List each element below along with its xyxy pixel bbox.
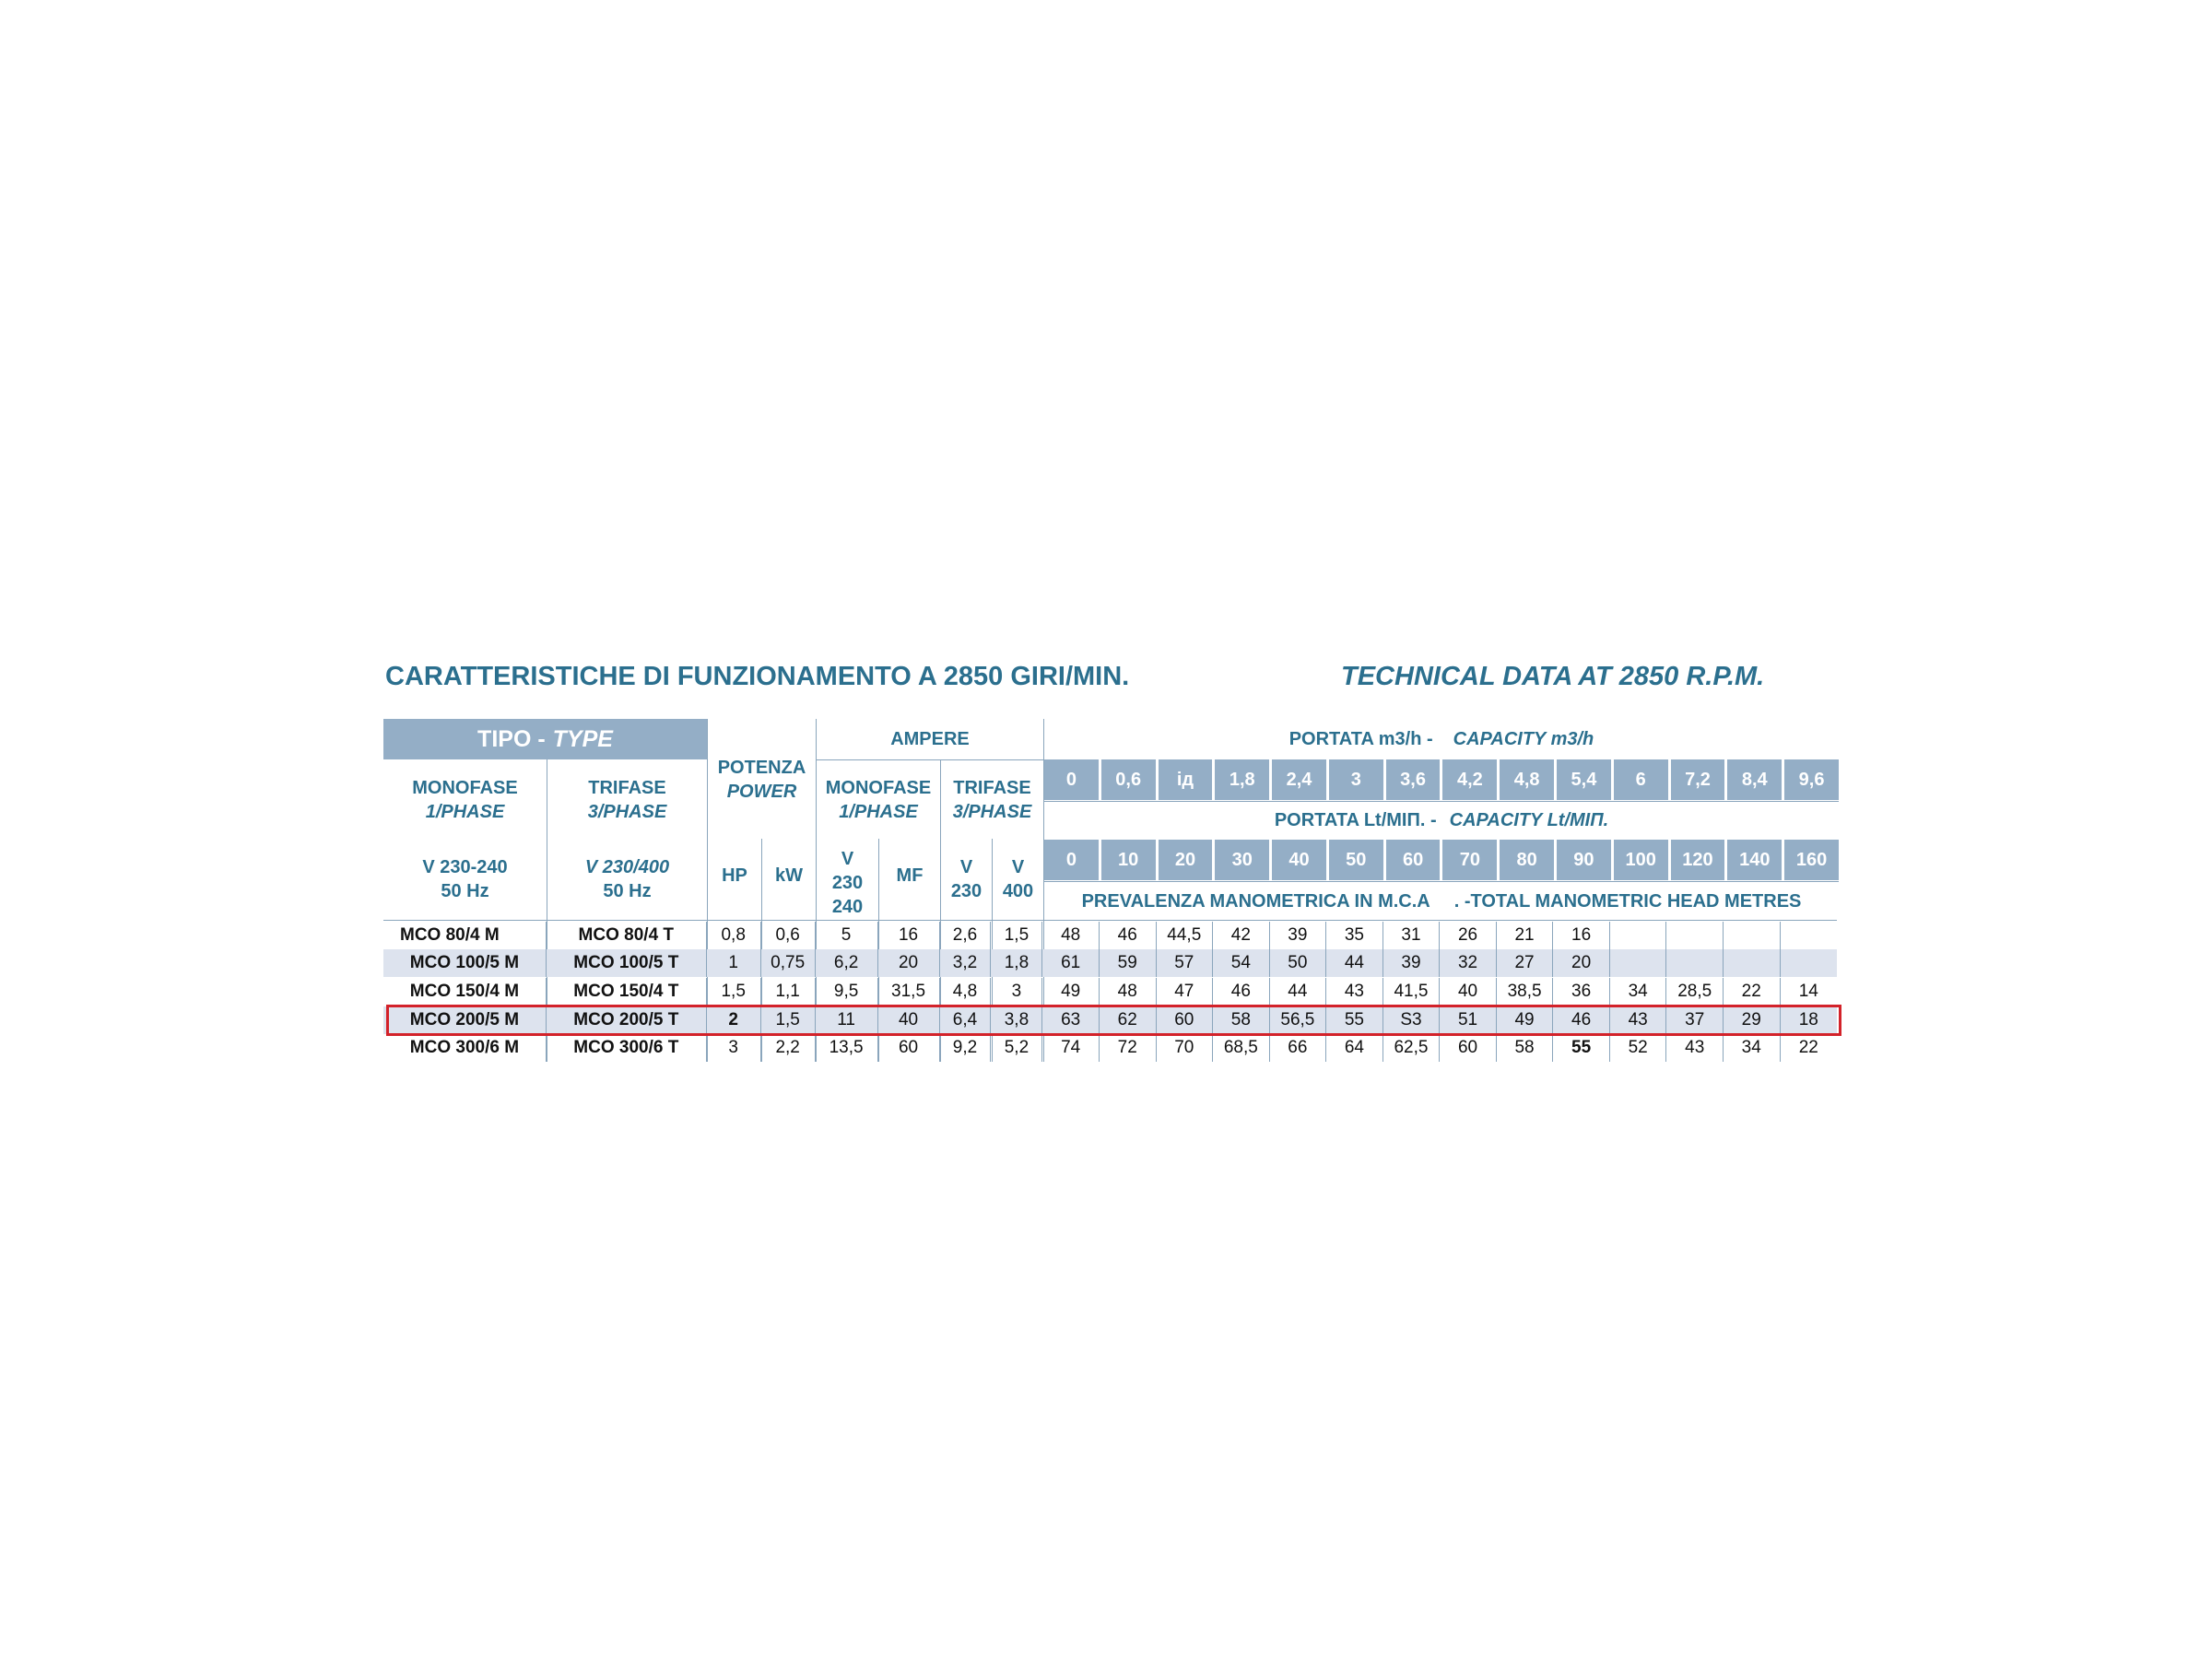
capacity-m3h-header [1044,723,1839,756]
head-cell: 34 [1610,978,1667,1006]
cap-lt-cell: 10 [1101,840,1156,880]
amp-mono-cell: 13,5 [816,1034,878,1062]
head-cell: 29 [1724,1006,1781,1034]
v400-label: 400 [1002,881,1034,901]
amp-tri-label: TRIFASE [953,778,1031,798]
head-cell: 62 [1100,1006,1157,1034]
head-cell: 39 [1270,922,1327,949]
amp-230-cell: 6,4 [940,1006,992,1034]
head-cell: 50 [1270,949,1327,977]
power-label: POWER [726,782,797,802]
kw-cell: 1,5 [761,1006,816,1034]
amp-400-cell: 5,2 [991,1034,1042,1062]
head-cell: 26 [1440,922,1497,949]
mf-label: MF [896,865,924,886]
capacity-m3h-label: CAPACITY m3/h [1453,729,1594,749]
head-cell: 64 [1326,1034,1383,1062]
head-cell: 74 [1042,1034,1100,1062]
amp-230-cell: 9,2 [940,1034,992,1062]
model-tri: MCO 150/4 T [547,978,707,1006]
cap-m3h-cell: 3,6 [1386,759,1441,800]
cap-m3h-cell: 2,4 [1272,759,1326,800]
monofase-label: MONOFASE [412,778,518,798]
head-cell: 22 [1798,1038,1818,1057]
v230-3ph-label: 230 [950,881,982,901]
head-cell [1724,922,1781,949]
head-cell: 56,5 [1270,1006,1327,1034]
head-cell [1781,922,1838,949]
head-cell: 62,5 [1383,1034,1441,1062]
head-cell: 46 [1100,922,1157,949]
model-mono: MCO 100/5 M [383,949,547,977]
head-cell: 14 [1798,982,1818,1001]
head-cell: 46 [1213,978,1270,1006]
head-cell: 43 [1326,978,1383,1006]
head-cell: 72 [1100,1034,1157,1062]
kw-cell: 2,2 [761,1034,816,1062]
cap-lt-cell: 50 [1329,840,1383,880]
model-tri: MCO 80/4 T [547,922,707,949]
head-cell [1666,922,1724,949]
head-cell: 44 [1270,978,1327,1006]
model-mono: MCO 150/4 M [383,978,547,1006]
head-cell: 55 [1326,1006,1383,1034]
capacity-lt-label: CAPACITY Lt/MIП. [1449,810,1609,830]
amp-mono-cell: 6,2 [816,949,878,977]
amp-mono-cell: 11 [816,1006,878,1034]
mf-cell: 60 [878,1034,940,1062]
title-english: TECHNICAL DATA AT 2850 R.P.M. [1341,662,1765,691]
v240-label: 240 [831,897,864,917]
head-cell: 48 [1042,922,1100,949]
ampere-label: AMPERE [890,729,970,749]
amp-mono-phase-label: 1/PHASE [839,802,918,822]
head-cell: 70 [1157,1034,1214,1062]
hp-label: HP [722,865,747,886]
cap-m3h-cell: 7,2 [1671,759,1725,800]
tipo-label: TIPO - [477,725,546,752]
cap-lt-cell: 140 [1727,840,1782,880]
head-cell: 28,5 [1666,978,1724,1006]
capacity-m3h-bar [1044,759,1839,800]
head-cell: 35 [1326,922,1383,949]
head-cell: 51 [1440,1006,1497,1034]
v400-header [993,855,1043,903]
head-cell: 59 [1100,949,1157,977]
title-italian: CARATTERISTICHE DI FUNZIONAMENTO A 2850 GIRI/MIN. [385,662,1130,691]
head-cell: 32 [1440,949,1497,977]
hp-cell: 2 [707,1006,761,1034]
v-label-1: V [841,849,854,869]
cap-m3h-cell: 0,6 [1101,759,1156,800]
capacity-lt-bar [1044,840,1839,880]
hp-cell: 0,8 [707,922,761,949]
head-cell: 36 [1553,978,1610,1006]
cap-lt-cell: 160 [1784,840,1839,880]
monofase-voltage [383,855,547,903]
head-cell: 49 [1042,978,1100,1006]
model-tri: MCO 100/5 T [547,949,707,977]
cap-m3h-cell: 4,8 [1500,759,1554,800]
cap-lt-cell: 0 [1044,840,1099,880]
head-cell: 38,5 [1497,978,1554,1006]
cap-m3h-rule [1044,801,1839,802]
table-row [383,978,1837,1006]
head-cell: 68,5 [1213,1034,1270,1062]
head-cell: 39 [1383,949,1441,977]
cap-lt-cell: 90 [1557,840,1611,880]
total-head-header [1044,885,1839,918]
header-bottom-rule [383,920,1837,921]
v-label-2: V [959,857,973,877]
ampere-mono-header [817,776,940,824]
mf-cell: 31,5 [878,978,940,1006]
head-cell: 40 [1440,978,1497,1006]
head-cell: 34 [1724,1034,1781,1062]
ampere-rule [817,759,1043,760]
head-cell: 37 [1666,1006,1724,1034]
portata-lt-label: PORTATA Lt/MIП. - [1274,810,1437,830]
phase1-label: 1/PHASE [425,802,505,822]
head-cell: 27 [1497,949,1554,977]
head-cell: 43 [1610,1006,1667,1034]
head-cell [1781,949,1838,977]
head-cell: S3 [1383,1006,1441,1034]
cap-lt-cell: 120 [1671,840,1725,880]
hp-cell: 1,5 [707,978,761,1006]
head-cell: 44 [1326,949,1383,977]
model-tri: MCO 200/5 T [547,1006,707,1034]
amp-400-cell: 1,5 [991,922,1042,949]
cap-m3h-cell: 9,6 [1784,759,1839,800]
power-header [708,754,816,806]
head-cell: 18 [1798,1010,1818,1030]
ampere-header [817,723,1043,756]
head-cell [1610,949,1667,977]
cap-lt-cell: 100 [1614,840,1668,880]
mono-voltage-label: V 230-240 [422,857,508,877]
cap-lt-cell: 30 [1215,840,1269,880]
cap-m3h-cell: 6 [1614,759,1668,800]
model-mono: MCO 200/5 M [383,1006,547,1034]
head-cell [1666,949,1724,977]
head-cell: 49 [1497,1006,1554,1034]
kw-header [762,857,816,894]
hp-cell: 3 [707,1034,761,1062]
cap-m3h-cell: 1,8 [1215,759,1269,800]
amp-400-cell: 1,8 [991,949,1042,977]
cap-m3h-cell: 4,2 [1442,759,1497,800]
cap-m3h-cell: 5,4 [1557,759,1611,800]
model-mono: MCO 300/6 M [383,1034,547,1062]
amp-tri-phase-label: 3/PHASE [952,802,1032,822]
mono-hz-label: 50 Hz [441,881,489,901]
amp-230-cell: 4,8 [940,978,992,1006]
table-row [383,922,1837,949]
head-cell: 20 [1553,949,1610,977]
kw-label: kW [775,865,803,886]
head-cell: 42 [1213,922,1270,949]
type-label: TYPE [552,725,613,752]
cap-lt-cell: 70 [1442,840,1497,880]
cap-lt-cell: 60 [1386,840,1441,880]
head-cell: 52 [1610,1034,1667,1062]
mf-cell: 20 [878,949,940,977]
mf-cell: 40 [878,1006,940,1034]
kw-cell: 1,1 [761,978,816,1006]
potenza-label: POTENZA [717,758,806,778]
table-row [383,949,1837,977]
head-cell: 60 [1157,1006,1214,1034]
head-cell: 54 [1213,949,1270,977]
head-cell: 43 [1666,1034,1724,1062]
head-cell: 47 [1157,978,1214,1006]
trifase-label: TRIFASE [588,778,666,798]
tri-voltage-label: V 230/400 [584,857,670,877]
hp-header [708,857,761,894]
capacity-lt-header [1044,804,1839,837]
cap-m3h-cell: ід [1159,759,1213,800]
total-head-label: . -TOTAL MANOMETRIC HEAD METRES [1453,891,1802,912]
amp-mono-cell: 9,5 [816,978,878,1006]
amp-400-cell: 3 [991,978,1042,1006]
head-cell: 55 [1553,1034,1610,1062]
head-cell: 58 [1497,1034,1554,1062]
v-label-3: V [1011,857,1025,877]
cap-m3h-cell: 3 [1329,759,1383,800]
mf-header [879,857,940,894]
kw-cell: 0,75 [761,949,816,977]
head-cell: 63 [1042,1006,1100,1034]
head-cell: 21 [1497,922,1554,949]
table-row [383,1034,1837,1062]
head-cell: 44,5 [1157,922,1214,949]
highlight-box [386,1005,1841,1036]
head-cell: 57 [1157,949,1214,977]
type-header [383,719,707,759]
amp-mono-label: MONOFASE [825,778,932,798]
head-cell: 60 [1440,1034,1497,1062]
cap-lt-cell: 20 [1159,840,1213,880]
head-cell [1724,949,1781,977]
cap-lt-cell: 80 [1500,840,1554,880]
head-cell: 46 [1553,1006,1610,1034]
amp-230-cell: 3,2 [940,949,992,977]
hp-cell: 1 [707,949,761,977]
kw-cell: 0,6 [761,922,816,949]
head-cell [1610,922,1667,949]
monofase-header [383,776,547,824]
model-tri: MCO 300/6 T [547,1034,707,1062]
trifase-voltage [547,855,707,903]
v230-240-header [817,846,878,920]
head-cell: 31 [1383,922,1441,949]
head-cell: 22 [1724,978,1781,1006]
head-cell: 58 [1213,1006,1270,1034]
trifase-header [547,776,707,824]
head-cell: 16 [1553,922,1610,949]
head-cell: 48 [1100,978,1157,1006]
cap-m3h-cell: 0 [1044,759,1099,800]
cap-lt-cell: 40 [1272,840,1326,880]
tri-hz-label: 50 Hz [603,881,652,901]
v230-label: 230 [831,873,864,893]
ampere-tri-header [941,776,1043,824]
phase3-label: 3/PHASE [587,802,667,822]
cap-m3h-cell: 8,4 [1727,759,1782,800]
head-cell: 66 [1270,1034,1327,1062]
amp-230-cell: 2,6 [940,922,992,949]
head-cell: 61 [1042,949,1100,977]
mf-cell: 16 [878,922,940,949]
cap-lt-rule [1044,881,1839,882]
v230-header [941,855,992,903]
amp-400-cell: 3,8 [991,1006,1042,1034]
portata-m3h-label: PORTATA m3/h - [1288,729,1433,749]
prevalenza-label: PREVALENZA MANOMETRICA IN M.C.A [1081,891,1430,912]
amp-mono-cell: 5 [816,922,878,949]
model-mono: MCO 80/4 M [383,922,547,949]
head-cell: 41,5 [1383,978,1441,1006]
